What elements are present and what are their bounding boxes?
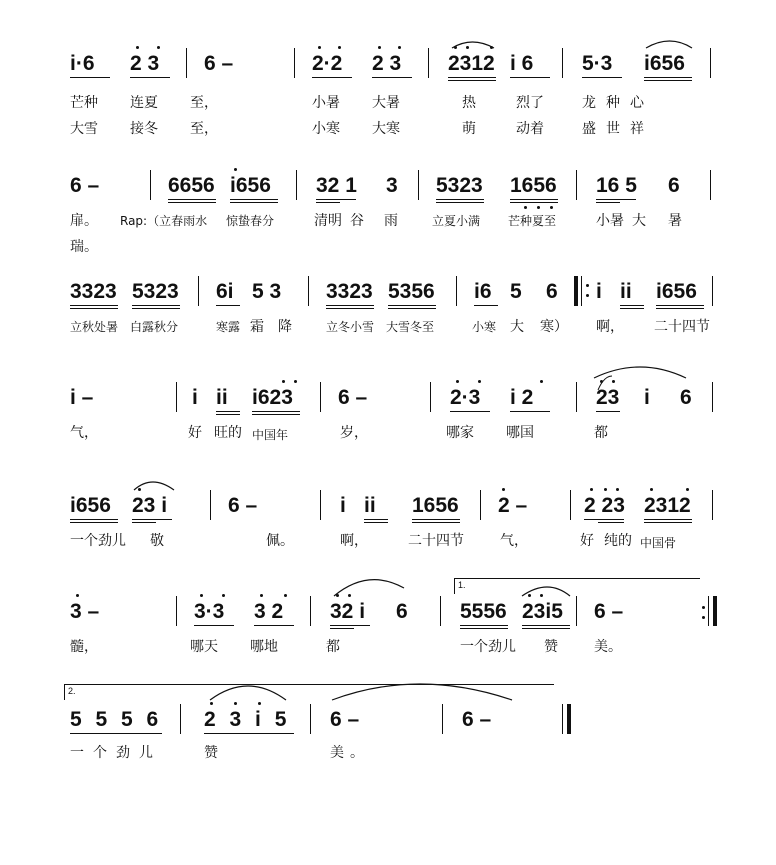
underline (204, 733, 294, 734)
note-group: 23 i (132, 494, 168, 517)
bar-line (562, 48, 563, 78)
lyric: 接冬 (130, 121, 158, 137)
lyric: 一个劲儿 (460, 639, 516, 655)
octave-dot (222, 594, 225, 597)
underline (522, 628, 570, 629)
octave-dot (456, 380, 459, 383)
underline (510, 411, 550, 412)
lyric: 立夏小满 (432, 214, 481, 228)
lyric: 小暑 (596, 213, 624, 229)
lyric: 热 (462, 95, 476, 111)
underline (70, 308, 118, 309)
octave-dot (600, 380, 603, 383)
note-group: 6 – (594, 600, 624, 623)
lyric: 哪家 (446, 425, 474, 441)
octave-dot (686, 488, 689, 491)
repeat-start-thick (574, 276, 578, 306)
underline (644, 519, 692, 520)
lyric: 小寒 (472, 320, 497, 334)
bar-line (428, 48, 429, 78)
underline (412, 522, 460, 523)
note-group: i623 (252, 386, 293, 409)
lyric: 美。 (594, 639, 622, 655)
octave-dot (284, 594, 287, 597)
slur (334, 580, 404, 596)
bar-line (480, 490, 481, 520)
octave-dot (537, 206, 540, 209)
lyric: 赞 (544, 639, 558, 655)
bar-line (198, 276, 199, 306)
underline (70, 519, 118, 520)
underline (596, 199, 636, 200)
underline (168, 202, 216, 203)
underline (448, 77, 496, 78)
note-group: 23 (596, 386, 620, 409)
underline (656, 308, 704, 309)
repeat-dot (586, 294, 589, 297)
octave-dot (282, 380, 285, 383)
lyric: 芒种 (70, 95, 98, 111)
note-group: i656 (656, 280, 697, 303)
octave-dot (612, 380, 615, 383)
note-group: 5·3 (582, 52, 613, 75)
note-group: 3 (386, 174, 398, 197)
underline (70, 305, 118, 306)
underline (326, 305, 374, 306)
note-group: i (340, 494, 346, 517)
repeat-dot (702, 606, 705, 609)
octave-dot (260, 594, 263, 597)
bar-line (456, 276, 457, 306)
underline (330, 628, 354, 629)
underline (194, 625, 234, 626)
note-group: 5556 (460, 600, 507, 623)
repeat-dot (702, 616, 705, 619)
underline (596, 202, 620, 203)
underline (388, 305, 436, 306)
lyric: 哪国 (506, 425, 534, 441)
underline (510, 77, 550, 78)
octave-dot (550, 206, 553, 209)
underline (448, 80, 496, 81)
note-group: 5356 (388, 280, 435, 303)
underline (252, 414, 300, 415)
lyric: 连夏 (130, 95, 158, 111)
octave-dot (478, 380, 481, 383)
underline (132, 305, 180, 306)
note-group: i656 (70, 494, 111, 517)
volta-bracket-edge (64, 684, 65, 700)
octave-dot (604, 488, 607, 491)
lyric: 二十四节 (408, 533, 464, 549)
lyric: 立冬小雪 (326, 320, 375, 334)
lyric: 敬 (150, 533, 164, 549)
note-group: 2312 (644, 494, 691, 517)
underline (522, 625, 570, 626)
note-group: ii (364, 494, 376, 517)
lyric: 佩。 (266, 533, 294, 549)
lyric: 雨 (384, 213, 398, 229)
lyric: 大 (510, 319, 524, 335)
underline (388, 308, 436, 309)
bar-line (710, 170, 711, 200)
lyric: 髓， (70, 639, 98, 655)
underline (372, 77, 412, 78)
lyric: 赞 (204, 745, 218, 761)
note-group: 2·2 (312, 52, 343, 75)
note-group: 6i (216, 280, 234, 303)
underline (312, 77, 352, 78)
underline (644, 522, 692, 523)
repeat-end-thick (713, 596, 717, 626)
octave-dot (466, 46, 469, 49)
underline (598, 522, 624, 523)
underline (230, 202, 278, 203)
note-group: 3·3 (194, 600, 225, 623)
underline (132, 308, 180, 309)
bar-line (180, 704, 181, 734)
octave-dot (138, 488, 141, 491)
bar-line (308, 276, 309, 306)
octave-dot (616, 488, 619, 491)
lyric: 寒） (540, 319, 568, 335)
octave-dot (540, 380, 543, 383)
note-group: 5 3 (252, 280, 282, 303)
bar-line (320, 382, 321, 412)
note-group: ii (620, 280, 632, 303)
lyric: 岁， (340, 425, 368, 441)
underline (474, 305, 498, 306)
underline (436, 202, 484, 203)
lyric: 纯的 (604, 533, 632, 549)
lyric: 哪地 (250, 639, 278, 655)
bar-line (296, 170, 297, 200)
underline (620, 305, 644, 306)
underline (168, 199, 216, 200)
underline (132, 522, 156, 523)
bar-line (176, 382, 177, 412)
final-bar-thin (562, 704, 563, 734)
lyric: 动着 (516, 121, 544, 137)
note-group: i656 (644, 52, 685, 75)
underline (326, 308, 374, 309)
note-group: 6 (396, 600, 408, 623)
lyric: 芒种夏至 (508, 214, 557, 228)
note-group: 3 2 (254, 600, 284, 623)
underline (510, 202, 558, 203)
lyric: 啊， (596, 319, 624, 335)
underline (364, 519, 388, 520)
lyric: 大寒 (372, 121, 400, 137)
octave-dot (157, 46, 160, 49)
note-group: i (192, 386, 198, 409)
slur (452, 42, 494, 48)
lyric: 小寒 (312, 121, 340, 137)
note-group: 6 (546, 280, 558, 303)
lyric: 清明 (314, 213, 342, 229)
lyric: 烈了 (516, 95, 544, 111)
octave-dot (378, 46, 381, 49)
lyric: 惊蛰春分 (226, 214, 275, 228)
bar-line (176, 596, 177, 626)
bar-line (712, 490, 713, 520)
lyric: 大 (632, 213, 646, 229)
octave-dot (650, 488, 653, 491)
bar-line (710, 48, 711, 78)
lyric: 暑 (668, 213, 682, 229)
note-group: 2 – (498, 494, 528, 517)
note-group: i·6 (70, 52, 95, 75)
note-group: 6 – (462, 708, 492, 731)
underline (70, 77, 110, 78)
underline (450, 411, 490, 412)
repeat-end-thin (708, 596, 709, 626)
bar-line (576, 382, 577, 412)
octave-dot (338, 46, 341, 49)
octave-dot (524, 206, 527, 209)
note-group: 2·3 (450, 386, 481, 409)
lyric: 盛世祥 (582, 121, 654, 137)
octave-dot (210, 702, 213, 705)
lyric: 至， (190, 95, 218, 111)
octave-dot (398, 46, 401, 49)
underline (216, 414, 240, 415)
note-group: i (644, 386, 650, 409)
final-bar-thick (567, 704, 571, 734)
lyric: 大雪 (70, 121, 98, 137)
lyric: 啊， (340, 533, 368, 549)
note-group: 1656 (510, 174, 557, 197)
slur (210, 686, 286, 700)
note-group: 1656 (412, 494, 459, 517)
lyric: 好 (188, 425, 202, 441)
volta-bracket-edge (454, 578, 455, 594)
underline (70, 522, 118, 523)
lyric: 气， (70, 425, 98, 441)
note-group: 2 3 (372, 52, 402, 75)
lyric: 大暑 (372, 95, 400, 111)
note-group: i 2 (510, 386, 534, 409)
bar-line (570, 490, 571, 520)
note-group: i (596, 280, 602, 303)
note-group: 3323 (326, 280, 373, 303)
lyric: Rap:（立春雨水 (120, 214, 208, 228)
octave-dot (234, 702, 237, 705)
note-group: 5 (510, 280, 522, 303)
bar-line (576, 170, 577, 200)
underline (216, 411, 240, 412)
repeat-dot (586, 284, 589, 287)
note-group: ii (216, 386, 228, 409)
note-group: 16 5 (596, 174, 637, 197)
octave-dot (258, 702, 261, 705)
underline (656, 305, 704, 306)
bar-line (310, 704, 311, 734)
octave-dot (502, 488, 505, 491)
lyric: 霜 (250, 319, 264, 335)
bar-line (210, 490, 211, 520)
note-group: 23i5 (522, 600, 563, 623)
underline (316, 202, 340, 203)
note-group: 6 – (338, 386, 368, 409)
note-group: 6 (680, 386, 692, 409)
bar-line (576, 596, 577, 626)
lyric: 中国年 (252, 428, 289, 442)
octave-dot (590, 488, 593, 491)
lyric: 大雪冬至 (386, 320, 435, 334)
underline (644, 80, 692, 81)
lyric: 一个劲儿 (70, 533, 126, 549)
note-group: i 6 (510, 52, 534, 75)
octave-dot (528, 594, 531, 597)
note-group: i656 (230, 174, 271, 197)
octave-dot (348, 594, 351, 597)
volta-number: 1. (458, 580, 466, 590)
underline (316, 199, 356, 200)
volta-bracket-line (64, 684, 554, 685)
lyric: 至， (190, 121, 218, 137)
underline (230, 199, 278, 200)
underline (584, 519, 624, 520)
note-group: 2 23 (584, 494, 625, 517)
lyric: 美。 (330, 745, 370, 761)
octave-dot (318, 46, 321, 49)
underline (460, 628, 508, 629)
underline (412, 519, 460, 520)
octave-dot (294, 380, 297, 383)
slur (332, 684, 512, 700)
volta-bracket-line (454, 578, 700, 579)
bar-line (418, 170, 419, 200)
note-group: 5323 (132, 280, 179, 303)
note-group: 5 5 5 6 (70, 708, 163, 731)
lyric: 立秋处暑 (70, 320, 119, 334)
underline (254, 625, 294, 626)
underline (130, 77, 170, 78)
bar-line (430, 382, 431, 412)
note-group: 5323 (436, 174, 483, 197)
lyric: 瑞。 (70, 239, 98, 255)
lyric: 扉。 (70, 213, 98, 229)
note-group: 6 (668, 174, 680, 197)
lyric: 降 (278, 319, 292, 335)
note-group: 3323 (70, 280, 117, 303)
underline (620, 308, 644, 309)
lyric: 气， (500, 533, 528, 549)
repeat-start-thin (581, 276, 582, 306)
note-group: 6 – (228, 494, 258, 517)
note-group: 6 – (330, 708, 360, 731)
lyric: 龙种心 (582, 95, 654, 111)
lyric: 都 (594, 425, 608, 441)
lyric: 好 (580, 533, 594, 549)
bar-line (712, 276, 713, 306)
octave-dot (336, 594, 339, 597)
bar-line (320, 490, 321, 520)
bar-line (294, 48, 295, 78)
note-group: 6 – (70, 174, 100, 197)
volta-number: 2. (68, 686, 76, 696)
lyric: 小暑 (312, 95, 340, 111)
octave-dot (76, 594, 79, 597)
underline (70, 733, 162, 734)
underline (582, 77, 622, 78)
bar-line (440, 596, 441, 626)
lyric: 旺的 (214, 425, 242, 441)
lyric: 二十四节 (654, 319, 710, 335)
octave-dot (136, 46, 139, 49)
bar-line (150, 170, 151, 200)
note-group: 32 i (330, 600, 366, 623)
note-group: i6 (474, 280, 492, 303)
octave-dot (540, 594, 543, 597)
lyric: 一个劲儿 (70, 745, 162, 761)
underline (644, 77, 692, 78)
octave-dot (490, 46, 493, 49)
note-group: 6 – (204, 52, 234, 75)
lyric: 中国骨 (640, 536, 677, 550)
underline (596, 411, 620, 412)
note-group: 2 3 i 5 (204, 708, 291, 731)
lyric: 寒露 (216, 320, 241, 334)
lyric: 都 (326, 639, 340, 655)
octave-dot (454, 46, 457, 49)
slur (594, 367, 686, 378)
slur (646, 41, 692, 48)
lyric: 白露秋分 (130, 320, 179, 334)
underline (510, 199, 558, 200)
lyric: 哪天 (190, 639, 218, 655)
octave-dot (200, 594, 203, 597)
bar-line (712, 382, 713, 412)
lyric: 谷 (350, 213, 364, 229)
note-group: 32 1 (316, 174, 357, 197)
note-group: i – (70, 386, 94, 409)
bar-line (186, 48, 187, 78)
underline (216, 305, 240, 306)
underline (330, 625, 370, 626)
underline (132, 519, 172, 520)
lyric: 萌 (462, 121, 476, 137)
bar-line (310, 596, 311, 626)
underline (460, 625, 508, 626)
octave-dot (234, 168, 237, 171)
note-group: 2312 (448, 52, 495, 75)
underline (252, 411, 300, 412)
underline (436, 199, 484, 200)
underline (364, 522, 388, 523)
note-group: 2 3 (130, 52, 160, 75)
bar-line (442, 704, 443, 734)
note-group: 3 – (70, 600, 100, 623)
note-group: 6656 (168, 174, 215, 197)
